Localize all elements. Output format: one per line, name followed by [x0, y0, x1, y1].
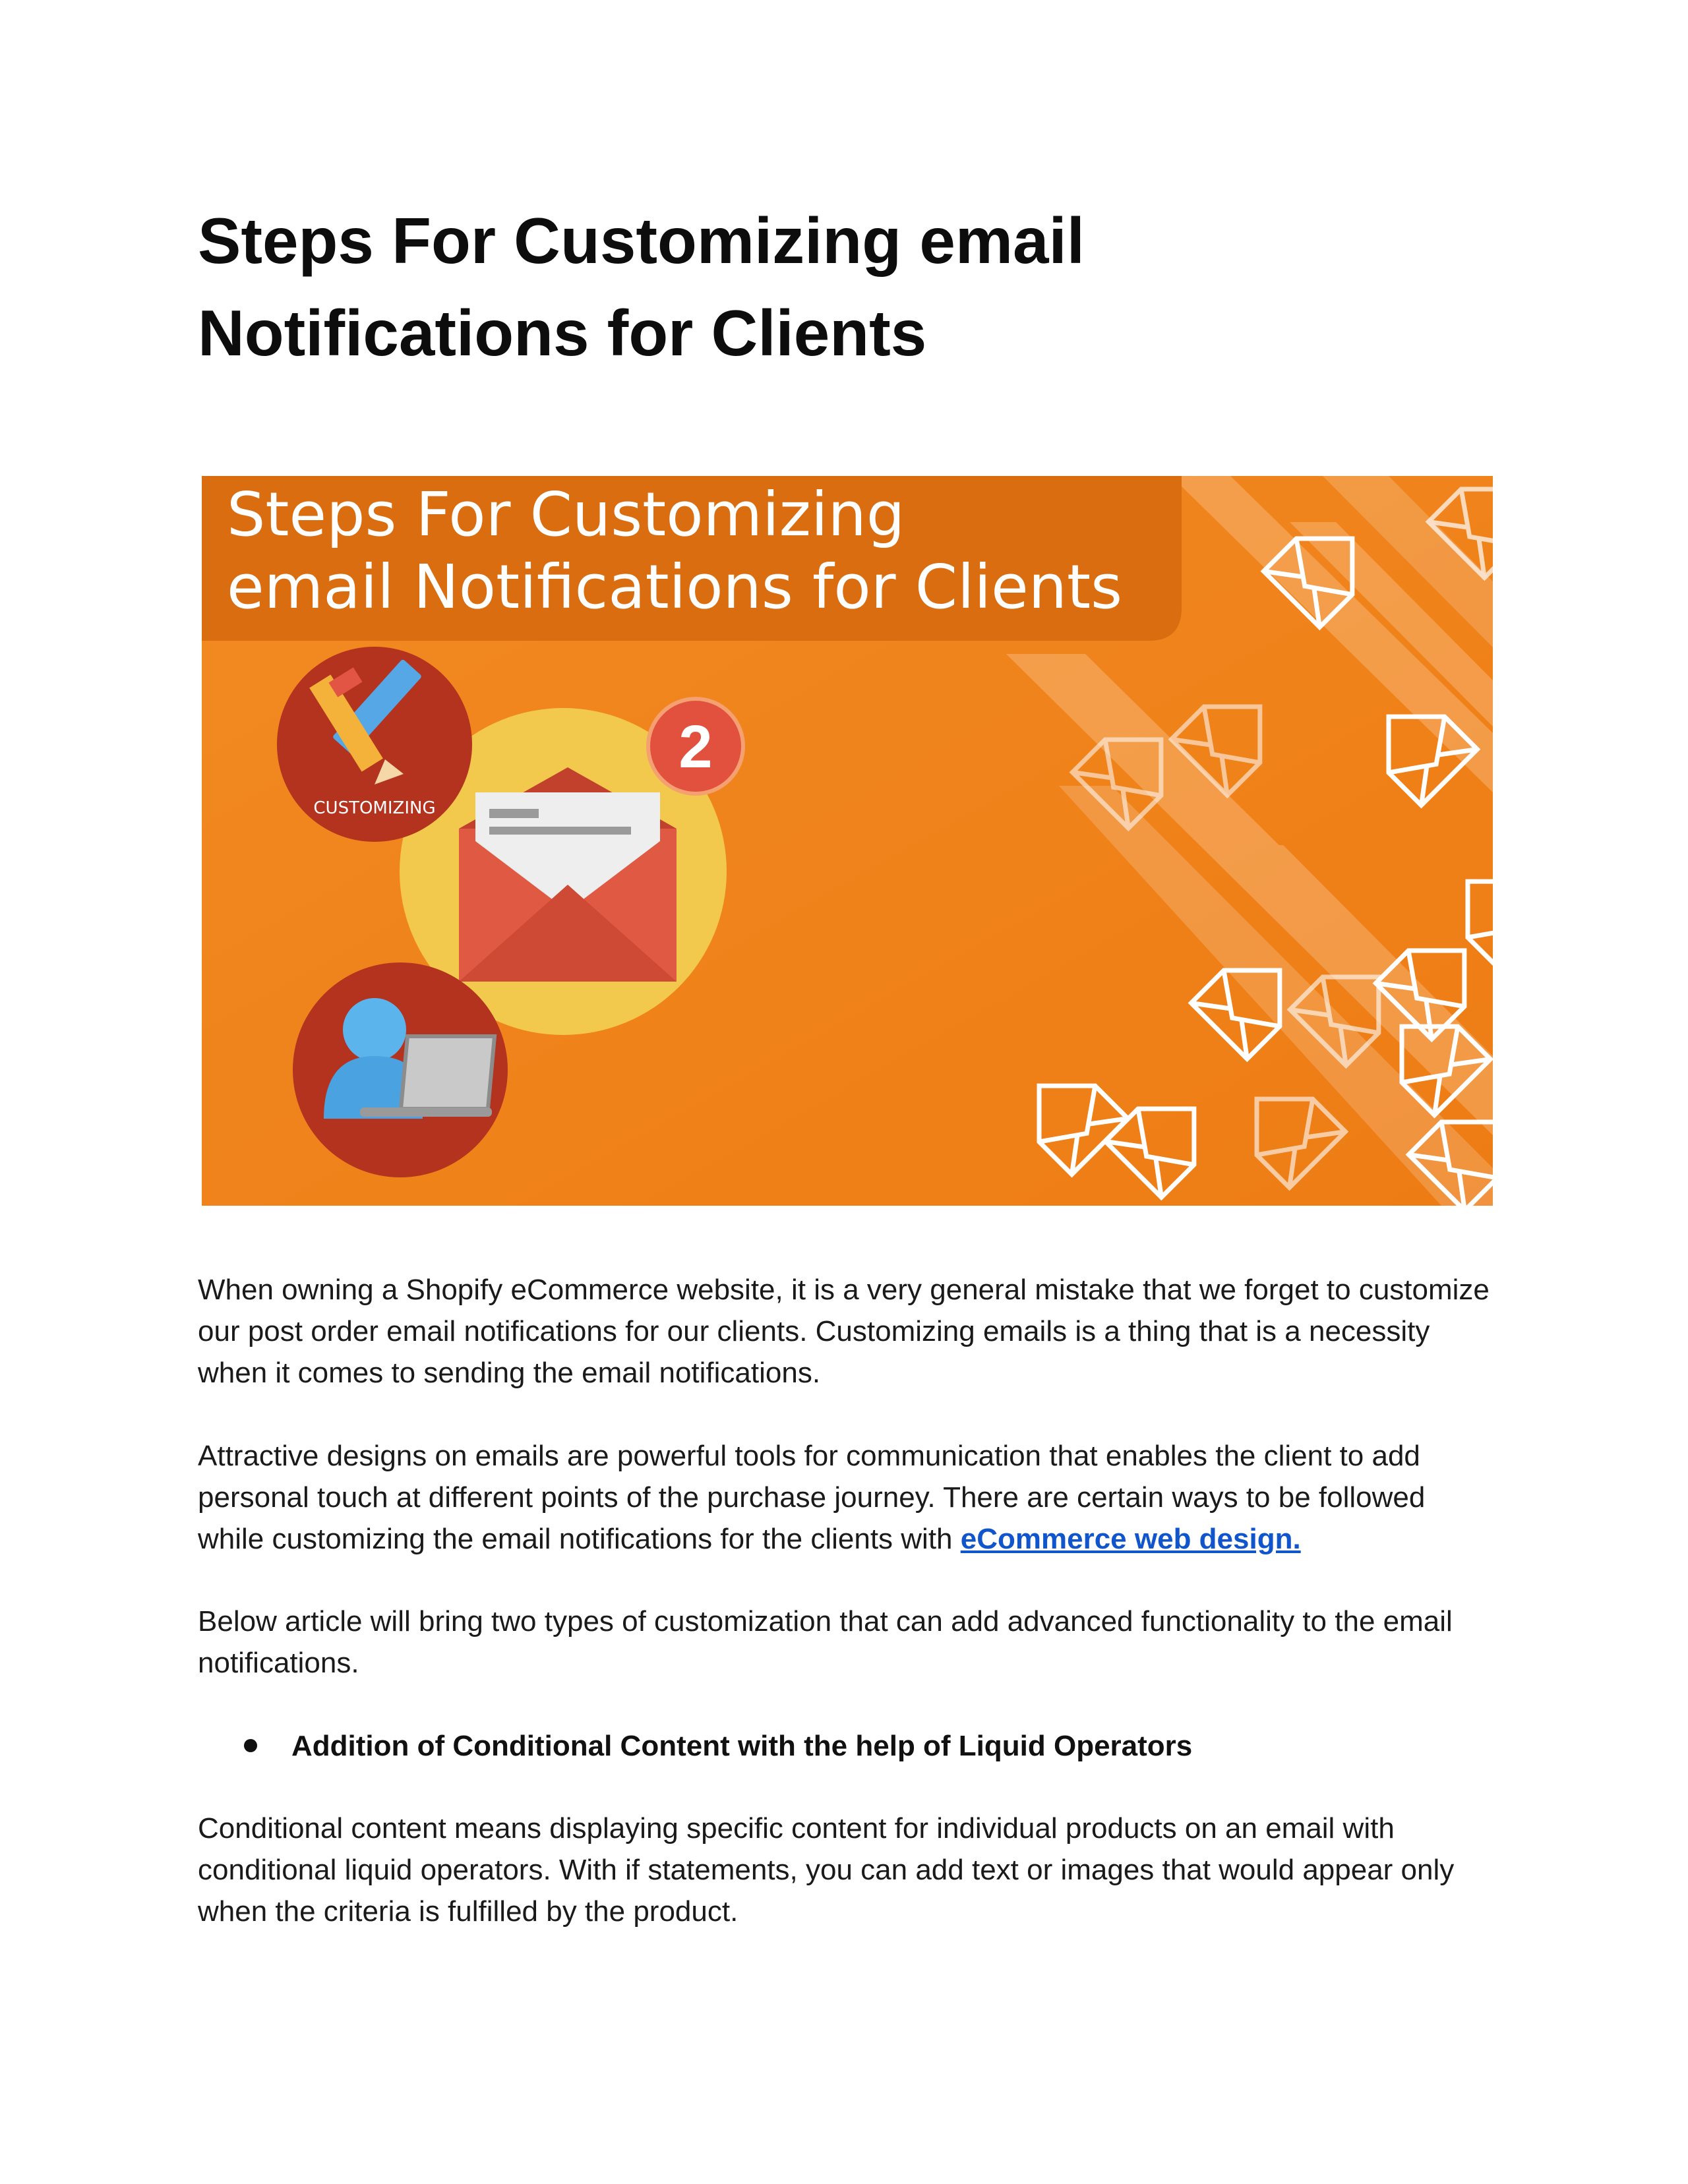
paragraph-designs-text: Attractive designs on emails are powerful tools for communication that enables the client to add personal touch at different points of the purchase journey. There are certain ways to be followed while customizing the email notifications for the clients with [198, 1440, 1426, 1555]
banner-image [202, 476, 1493, 1206]
bullet-label: Addition of Conditional Content with the help of Liquid Operators [291, 1730, 1193, 1762]
open-envelope-icon [459, 767, 677, 982]
banner-heading-line-2: email Notifications for Clients [227, 552, 1123, 622]
badge-number: 2 [678, 713, 713, 781]
paragraph-conditional: Conditional content means displaying specific content for individual products on an email with conditional liquid operators. With if statements, you can add text or images that would appear only when the criteria is fulfilled by the product. [198, 1812, 1455, 1928]
banner-illustration [202, 476, 1493, 1206]
title-line-1: Steps For Customizing email [198, 204, 1085, 277]
customizing-label: CUSTOMIZING [313, 798, 436, 818]
bullet-item [244, 1725, 1484, 1767]
page-title [198, 194, 1451, 379]
bullet-icon [244, 1739, 257, 1752]
title-line-2: Notifications for Clients [198, 297, 927, 369]
paragraph-article-intro: Below article will bring two types of customization that can add advanced functionality to the email notifications. [198, 1605, 1453, 1679]
ecommerce-web-design-link[interactable]: eCommerce web design. [960, 1523, 1301, 1555]
banner-heading-line-1: Steps For Customizing [227, 479, 905, 550]
paragraph-designs [198, 1435, 1490, 1560]
paragraph-intro: When owning a Shopify eCommerce website, it is a very general mistake that we forget to customize our post order email notifications for our clients. Customizing emails is a thing that is a necessity when it comes to sending the email notifications. [198, 1274, 1490, 1389]
